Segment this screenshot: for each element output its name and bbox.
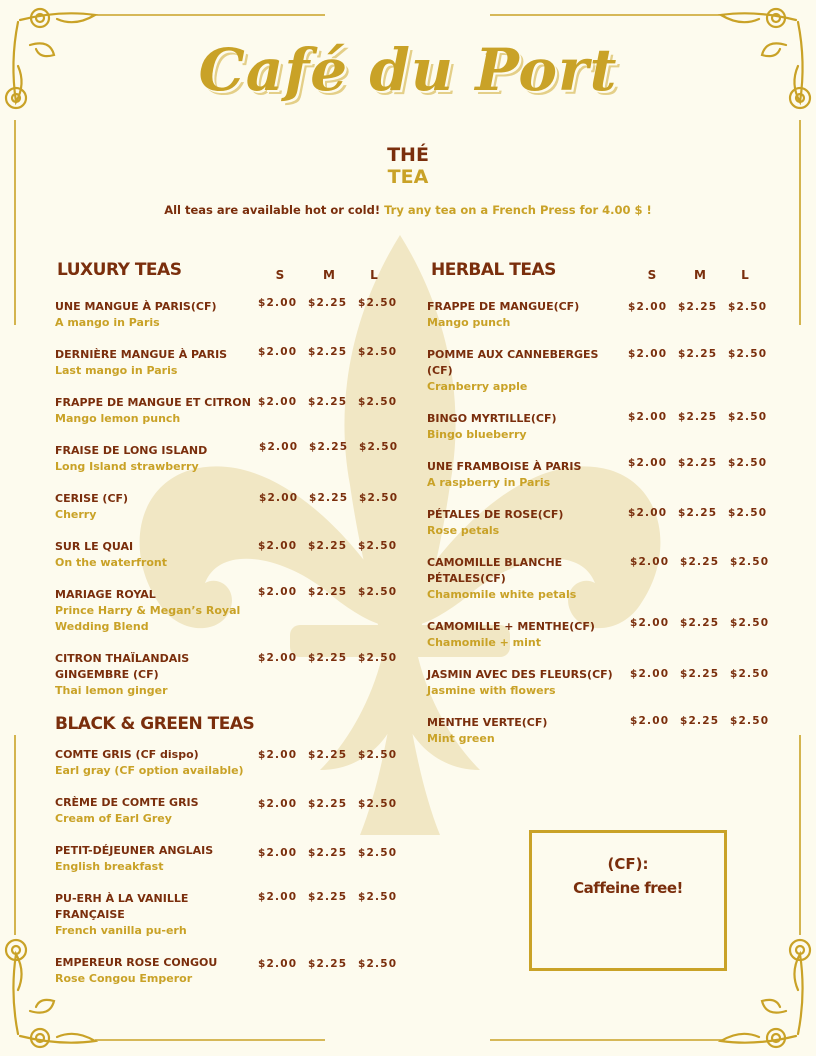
price-small: $2.00: [628, 348, 668, 360]
item-prices: [258, 346, 408, 358]
item-prices: [628, 411, 778, 423]
item-name-en: On the waterfront: [55, 556, 167, 569]
price-large: $2.50: [358, 798, 398, 810]
price-small: $2.00: [630, 715, 670, 727]
price-small: $2.00: [259, 492, 299, 504]
item-name-en: Long Island strawberry: [55, 460, 199, 473]
price-small: $2.00: [630, 617, 670, 629]
menu-item: [427, 411, 622, 443]
item-prices: [628, 507, 778, 519]
section-title-fr: THÉ: [387, 144, 429, 166]
price-large: $2.50: [359, 441, 399, 453]
cafe-title: Café du Port: [198, 36, 618, 104]
price-medium: $2.25: [678, 301, 718, 313]
price-large: $2.50: [728, 348, 768, 360]
price-large: $2.50: [730, 668, 770, 680]
price-small: $2.00: [258, 958, 298, 970]
price-large: $2.50: [358, 297, 398, 309]
price-medium: $2.25: [680, 715, 720, 727]
price-medium: $2.25: [678, 411, 718, 423]
menu-item: [427, 619, 622, 651]
price-medium: $2.25: [308, 346, 348, 358]
price-large: $2.50: [358, 891, 398, 903]
price-small: $2.00: [258, 346, 298, 358]
price-medium: $2.25: [678, 457, 718, 469]
price-large: $2.50: [728, 411, 768, 423]
price-small: $2.00: [628, 301, 668, 313]
price-medium: $2.25: [308, 891, 348, 903]
item-name-fr: DERNIÈRE MANGUE À PARIS: [55, 348, 228, 361]
black-green-teas-heading: BLACK & GREEN TEAS: [55, 714, 255, 734]
item-name-en: Chamomile + mint: [427, 636, 542, 649]
price-small: $2.00: [258, 652, 298, 664]
item-name-fr: CRÈME DE COMTE GRIS: [55, 796, 199, 809]
price-small: $2.00: [630, 668, 670, 680]
price-large: $2.50: [358, 847, 398, 859]
item-name-en: Cranberry apple: [427, 380, 528, 393]
item-prices: [630, 715, 780, 727]
price-medium: $2.25: [308, 396, 348, 408]
price-medium: $2.25: [678, 507, 718, 519]
item-name-fr: FRAPPE DE MANGUE ET CITRON: [55, 396, 251, 409]
menu-item: [55, 539, 255, 571]
item-name-en: Mango punch: [427, 316, 511, 329]
price-large: $2.50: [730, 556, 770, 568]
price-large: $2.50: [358, 652, 398, 664]
item-prices: [258, 798, 408, 810]
item-name-en: Rose Congou Emperor: [55, 972, 193, 985]
item-prices: [628, 348, 778, 360]
price-medium: $2.25: [680, 617, 720, 629]
legend-description: Caffeine free!: [573, 879, 683, 897]
menu-item: [55, 299, 255, 331]
price-medium: $2.25: [309, 441, 349, 453]
herbal-teas-heading: HERBAL TEAS: [431, 260, 556, 280]
price-small: $2.00: [258, 798, 298, 810]
item-prices: [258, 749, 408, 761]
item-name-en: Prince Harry & Megan’s Royal Wedding Blend: [55, 604, 241, 633]
price-small: $2.00: [630, 556, 670, 568]
menu-item: [55, 443, 255, 475]
price-small: $2.00: [628, 507, 668, 519]
price-medium: $2.25: [678, 348, 718, 360]
item-name-en: A raspberry in Paris: [427, 476, 551, 489]
item-name-fr: CAMOMILLE + MENTHE(CF): [427, 620, 595, 633]
price-large: $2.50: [728, 507, 768, 519]
price-medium: $2.25: [680, 556, 720, 568]
item-prices: [258, 540, 408, 552]
menu-item: [55, 491, 255, 523]
menu-item: [55, 843, 255, 875]
menu-item: [427, 507, 622, 539]
price-medium: $2.25: [308, 847, 348, 859]
item-name-en: Rose petals: [427, 524, 500, 537]
size-l-label: L: [370, 268, 378, 282]
menu-item: [55, 587, 255, 635]
price-large: $2.50: [730, 617, 770, 629]
item-name-fr: PÉTALES DE ROSE(CF): [427, 508, 564, 521]
size-m-label: M: [694, 268, 706, 282]
item-prices: [258, 297, 408, 309]
item-prices: [258, 847, 408, 859]
item-prices: [258, 958, 408, 970]
menu-item: [427, 715, 622, 747]
item-name-fr: BINGO MYRTILLE(CF): [427, 412, 557, 425]
item-prices: [630, 668, 780, 680]
price-medium: $2.25: [308, 540, 348, 552]
item-name-fr: UNE FRAMBOISE À PARIS: [427, 460, 582, 473]
item-name-en: Earl gray (CF option available): [55, 764, 244, 777]
size-s-label: S: [647, 268, 657, 282]
menu-item: [55, 747, 255, 779]
item-name-fr: MARIAGE ROYAL: [55, 588, 156, 601]
price-large: $2.50: [358, 396, 398, 408]
item-name-fr: FRAPPE DE MANGUE(CF): [427, 300, 580, 313]
item-name-fr: CAMOMILLE BLANCHE PÉTALES(CF): [427, 556, 563, 585]
size-m-label: M: [323, 268, 335, 282]
price-medium: $2.25: [308, 958, 348, 970]
price-medium: $2.25: [308, 749, 348, 761]
item-prices: [259, 441, 409, 453]
item-prices: [630, 617, 780, 629]
price-small: $2.00: [258, 847, 298, 859]
price-small: $2.00: [258, 586, 298, 598]
menu-item: [55, 795, 255, 827]
item-name-en: English breakfast: [55, 860, 164, 873]
caffeine-free-legend: [529, 830, 727, 971]
menu-item: [427, 555, 607, 603]
item-name-en: Last mango in Paris: [55, 364, 178, 377]
item-prices: [258, 891, 408, 903]
item-name-fr: EMPEREUR ROSE CONGOU: [55, 956, 218, 969]
note-french-press: Try any tea on a French Press for 4.00 $ !: [384, 203, 652, 217]
item-name-fr: FRAISE DE LONG ISLAND: [55, 444, 208, 457]
price-medium: $2.25: [308, 652, 348, 664]
item-name-en: Mint green: [427, 732, 495, 745]
price-large: $2.50: [358, 346, 398, 358]
item-name-fr: POMME AUX CANNEBERGES (CF): [427, 348, 599, 377]
availability-note: [0, 203, 816, 217]
item-prices: [259, 492, 409, 504]
price-medium: $2.25: [308, 297, 348, 309]
item-name-en: Cream of Earl Grey: [55, 812, 172, 825]
size-l-label: L: [741, 268, 749, 282]
price-small: $2.00: [258, 297, 298, 309]
menu-item: [427, 299, 622, 331]
price-small: $2.00: [628, 411, 668, 423]
price-medium: $2.25: [308, 798, 348, 810]
item-prices: [628, 457, 778, 469]
menu-item: [427, 347, 612, 395]
item-prices: [258, 652, 408, 664]
price-medium: $2.25: [309, 492, 349, 504]
price-large: $2.50: [358, 540, 398, 552]
item-name-en: Mango lemon punch: [55, 412, 181, 425]
price-small: $2.00: [258, 749, 298, 761]
menu-item: [427, 459, 622, 491]
legend-abbreviation: (CF):: [607, 855, 649, 873]
item-name-en: A mango in Paris: [55, 316, 160, 329]
menu-item: [427, 667, 627, 699]
item-prices: [630, 556, 780, 568]
item-name-en: French vanilla pu-erh: [55, 924, 187, 937]
item-name-fr: CERISE (CF): [55, 492, 129, 505]
menu-item: [55, 651, 225, 699]
item-name-fr: PETIT-DÉJEUNER ANGLAIS: [55, 844, 214, 857]
size-s-label: S: [275, 268, 285, 282]
item-name-fr: MENTHE VERTE(CF): [427, 716, 548, 729]
price-small: $2.00: [258, 891, 298, 903]
price-small: $2.00: [258, 396, 298, 408]
price-large: $2.50: [358, 586, 398, 598]
price-large: $2.50: [728, 301, 768, 313]
item-prices: [258, 586, 408, 598]
item-name-en: Thai lemon ginger: [55, 684, 168, 697]
item-name-fr: CITRON THAÏLANDAIS GINGEMBRE (CF): [55, 652, 190, 681]
menu-item: [55, 395, 255, 427]
price-large: $2.50: [728, 457, 768, 469]
price-small: $2.00: [258, 540, 298, 552]
price-small: $2.00: [628, 457, 668, 469]
price-large: $2.50: [730, 715, 770, 727]
price-large: $2.50: [358, 958, 398, 970]
item-name-fr: COMTE GRIS (CF dispo): [55, 748, 199, 761]
item-name-fr: PU-ERH À LA VANILLE FRANÇAISE: [55, 892, 189, 921]
section-title-en: TEA: [387, 166, 429, 188]
price-large: $2.50: [358, 749, 398, 761]
price-large: $2.50: [359, 492, 399, 504]
item-name-en: Cherry: [55, 508, 97, 521]
item-name-fr: SUR LE QUAI: [55, 540, 134, 553]
item-name-en: Bingo blueberry: [427, 428, 527, 441]
luxury-teas-heading: LUXURY TEAS: [57, 260, 182, 280]
price-medium: $2.25: [680, 668, 720, 680]
item-name-fr: UNE MANGUE À PARIS(CF): [55, 300, 217, 313]
menu-item: [55, 955, 255, 987]
price-medium: $2.25: [308, 586, 348, 598]
note-availability: All teas are available hot or cold!: [164, 203, 385, 217]
item-prices: [628, 301, 778, 313]
menu-item: [55, 891, 215, 939]
item-name-en: Chamomile white petals: [427, 588, 577, 601]
price-small: $2.00: [259, 441, 299, 453]
item-name-en: Jasmine with flowers: [427, 684, 556, 697]
menu-item: [55, 347, 255, 379]
item-prices: [258, 396, 408, 408]
item-name-fr: JASMIN AVEC DES FLEURS(CF): [427, 668, 613, 681]
